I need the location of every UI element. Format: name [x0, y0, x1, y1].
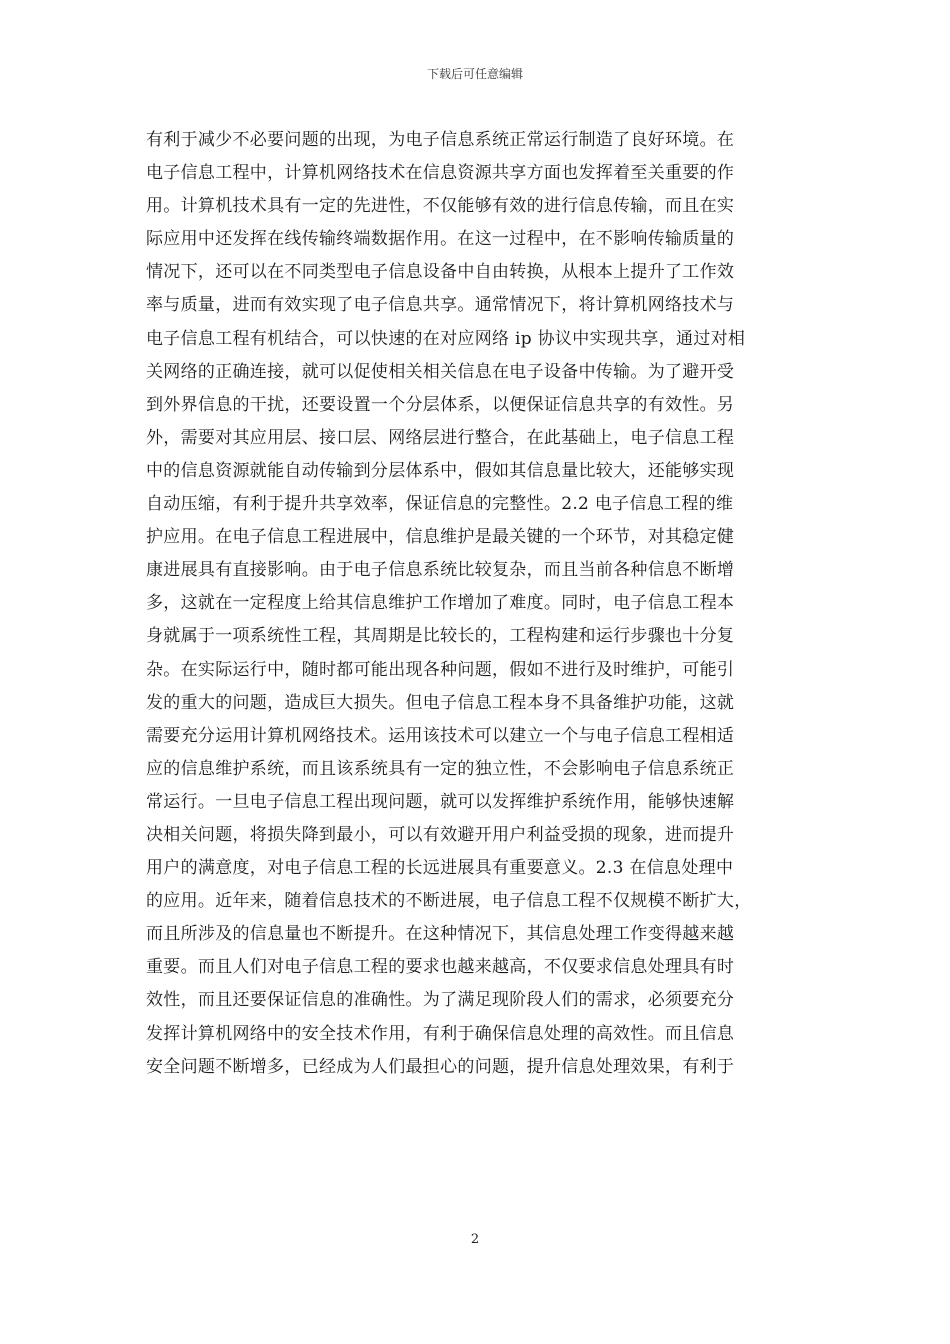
text-line: 应的信息维护系统，而且该系统具有一定的独立性，不会影响电子信息系统正 [146, 758, 735, 779]
text-line: 杂。在实际运行中，随时都可能出现各种问题，假如不进行及时维护，可能引 [146, 659, 735, 680]
text-line: 护应用。在电子信息工程进展中，信息维护是最关键的一个环节，对其稳定健 [146, 527, 735, 548]
text-line: 多，这就在一定程度上给其信息维护工作增加了难度。同时，电子信息工程本 [146, 593, 735, 614]
text-line: 需要充分运用计算机网络技术。运用该技术可以建立一个与电子信息工程相适 [146, 725, 735, 746]
text-line: 而且所涉及的信息量也不断提升。在这种情况下，其信息处理工作变得越来越 [146, 924, 735, 945]
text-line: 安全问题不断增多，已经成为人们最担心的问题，提升信息处理效果，有利于 [146, 1056, 735, 1077]
page-header: 下载后可任意编辑 [426, 67, 523, 81]
text-line: 身就属于一项系统性工程，其周期是比较长的，工程构建和运行步骤也十分复 [146, 626, 735, 647]
text-line: 常运行。一旦电子信息工程出现问题，就可以发挥维护系统作用，能够快速解 [146, 791, 735, 812]
text-line: 的应用。近年来，随着信息技术的不断进展，电子信息工程不仅规模不断扩大， [146, 891, 752, 912]
text-line: 效性，而且还要保证信息的准确性。为了满足现阶段人们的需求，必须要充分 [146, 990, 735, 1011]
text-line: 自动压缩，有利于提升共享效率，保证信息的完整性。2.2 电子信息工程的维 [146, 494, 734, 515]
text-line: 中的信息资源就能自动传输到分层体系中，假如其信息量比较大，还能够实现 [146, 460, 735, 481]
text-line: 电子信息工程中，计算机网络技术在信息资源共享方面也发挥着至关重要的作 [146, 163, 735, 184]
text-line: 有利于减少不必要问题的出现，为电子信息系统正常运行制造了良好环境。在 [146, 130, 735, 150]
text-line: 用。计算机技术具有一定的先进性，不仅能够有效的进行信息传输，而且在实 [146, 196, 735, 217]
text-line: 关网络的正确连接，就可以促使相关相关信息在电子设备中传输。为了避开受 [146, 361, 735, 382]
text-line: 电子信息工程有机结合，可以快速的在对应网络 ip 协议中实现共享，通过对相 [146, 328, 746, 349]
text-line: 发的重大的问题，造成巨大损失。但电子信息工程本身不具备维护功能，这就 [146, 692, 735, 713]
body-text [146, 124, 816, 1084]
text-line: 重要。而且人们对电子信息工程的要求也越来越高，不仅要求信息处理具有时 [146, 957, 735, 978]
text-line: 到外界信息的干扰，还要设置一个分层体系，以便保证信息共享的有效性。另 [146, 394, 735, 415]
text-line: 发挥计算机网络中的安全技术作用，有利于确保信息处理的高效性。而且信息 [146, 1023, 735, 1044]
text-line: 际应用中还发挥在线传输终端数据作用。在这一过程中，在不影响传输质量的 [146, 229, 735, 250]
text-line: 决相关问题，将损失降到最小，可以有效避开用户利益受损的现象，进而提升 [146, 824, 735, 845]
text-line: 情况下，还可以在不同类型电子信息设备中自由转换，从根本上提升了工作效 [146, 262, 735, 283]
text-line: 康进展具有直接影响。由于电子信息系统比较复杂，而且当前各种信息不断增 [146, 560, 735, 581]
page-number: 2 [470, 1232, 480, 1247]
text-line: 率与质量，进而有效实现了电子信息共享。通常情况下，将计算机网络技术与 [146, 295, 735, 316]
text-line: 用户的满意度，对电子信息工程的长远进展具有重要意义。2.3 在信息处理中 [146, 858, 734, 879]
text-line: 外，需要对其应用层、接口层、网络层进行整合，在此基础上，电子信息工程 [146, 427, 735, 448]
